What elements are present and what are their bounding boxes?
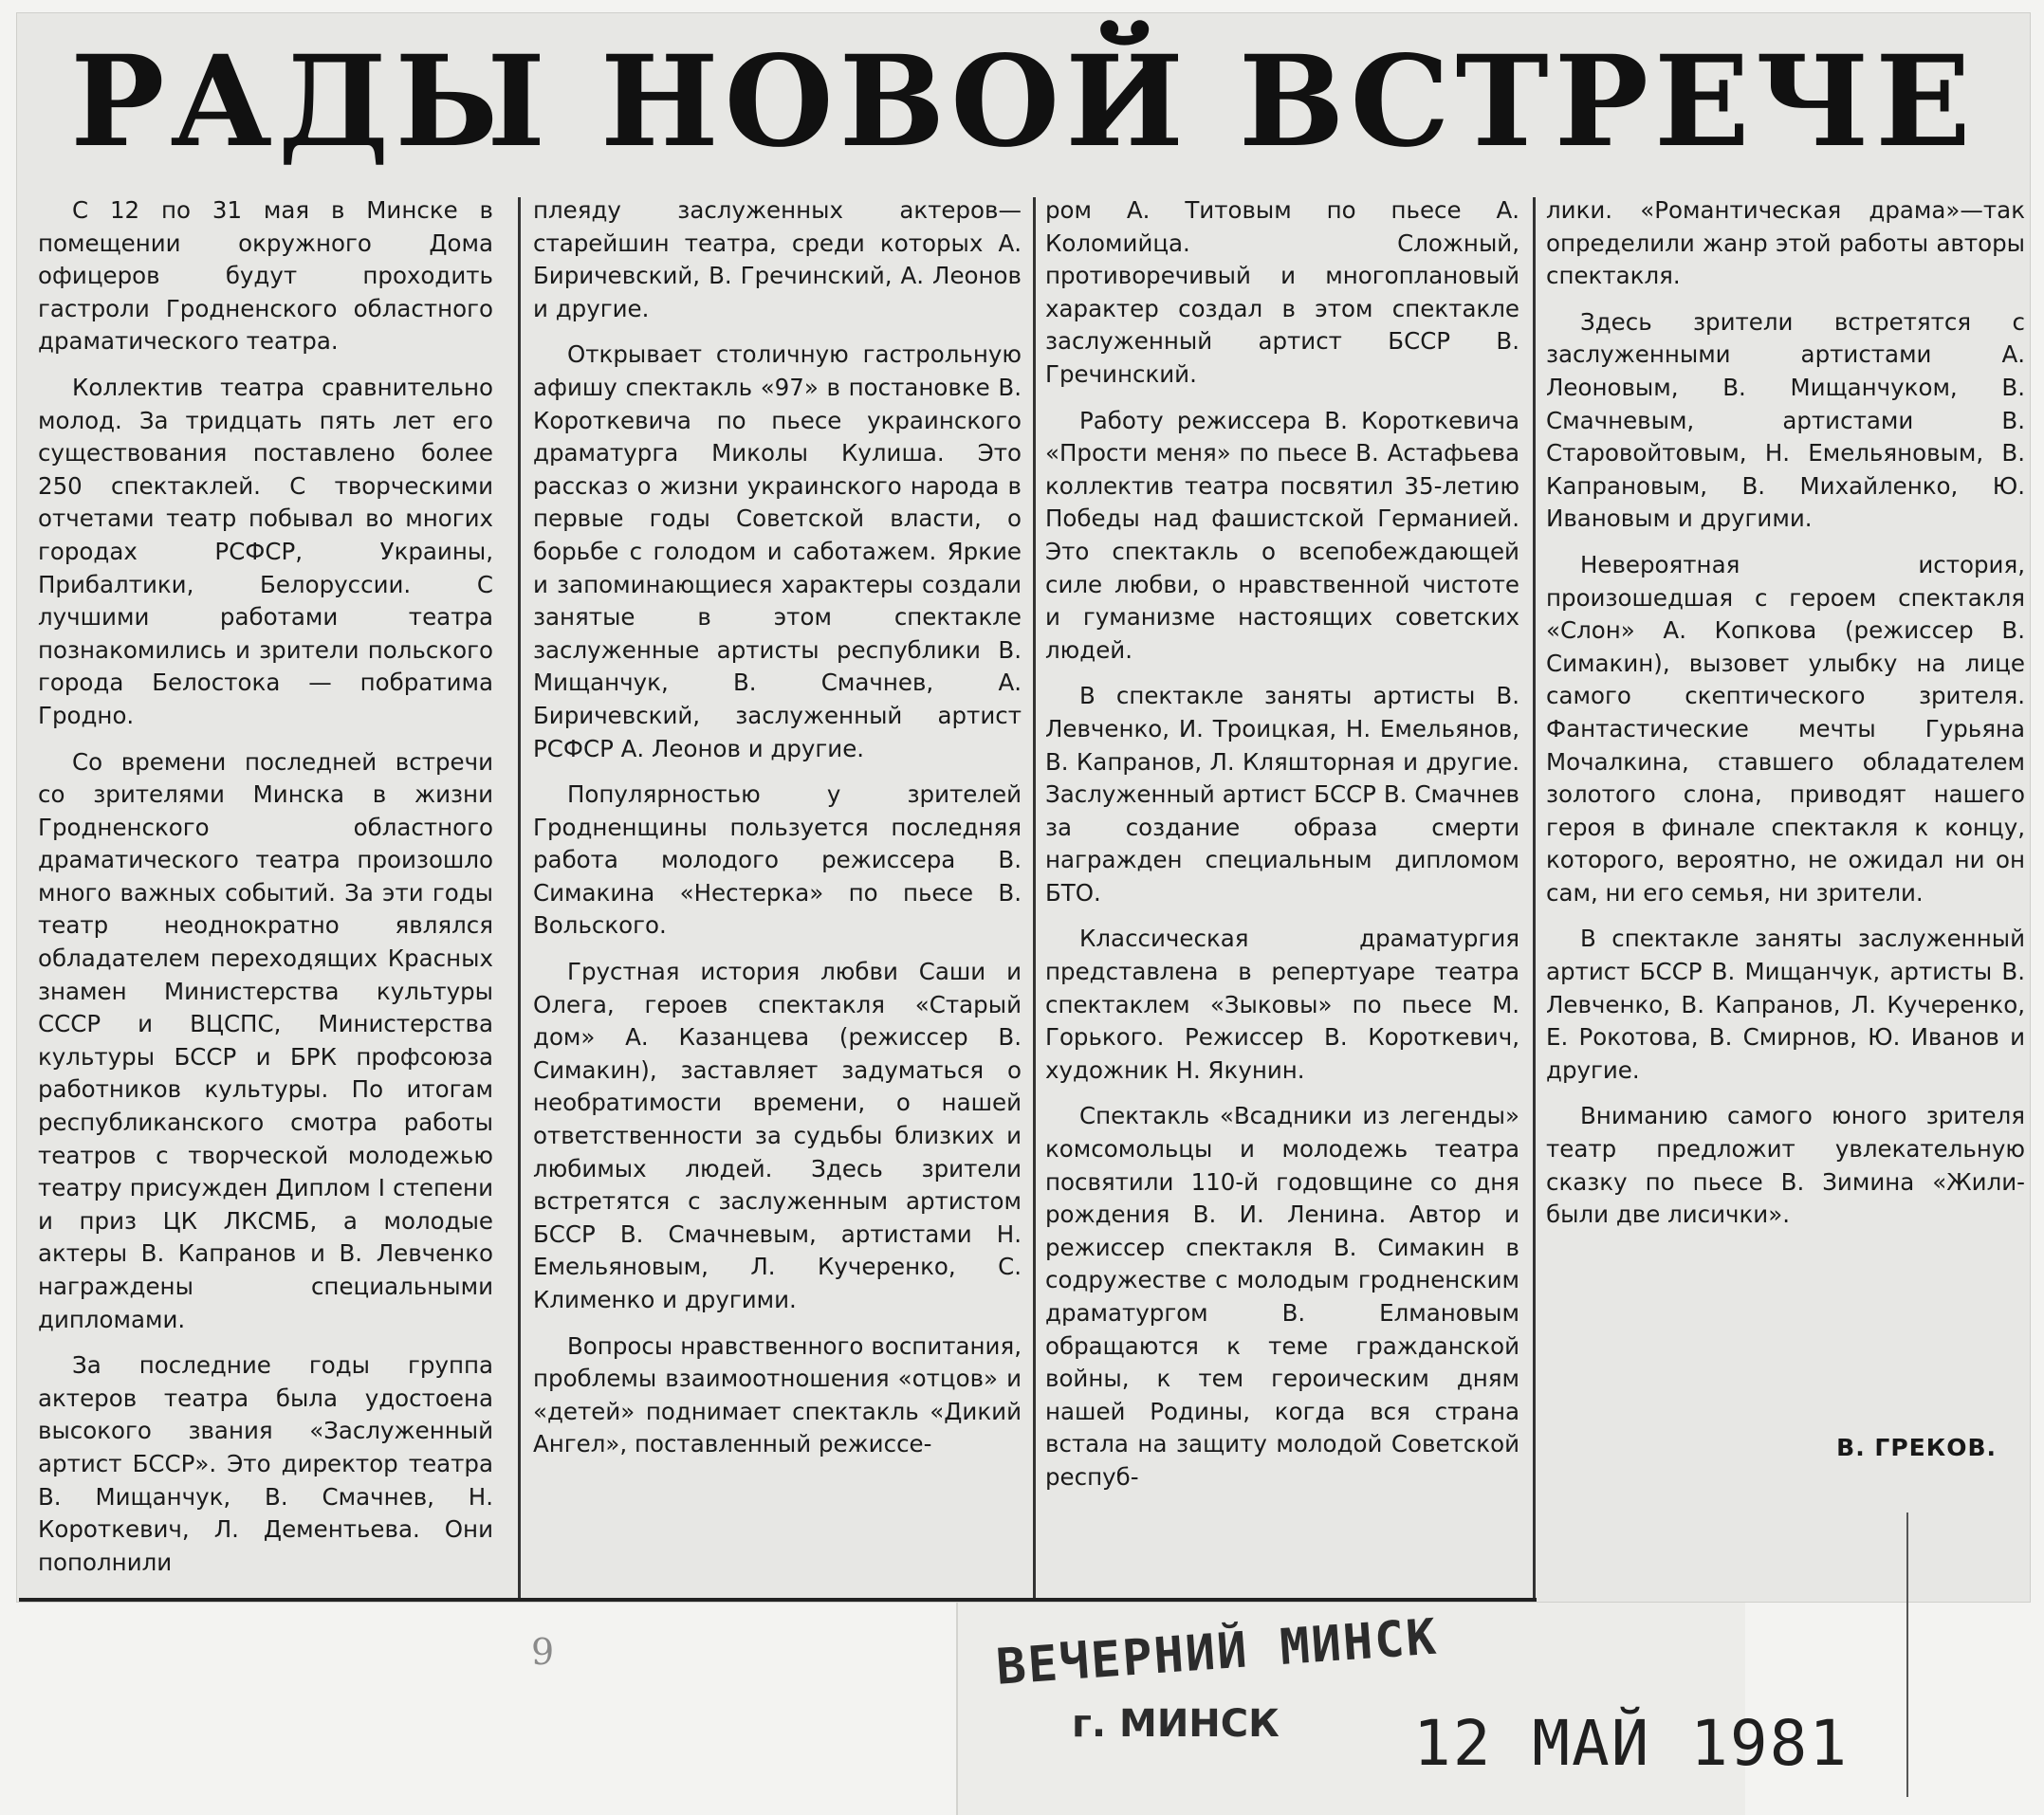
headline: РАДЫ НОВОЙ ВСТРЕЧЕ: [70, 28, 1977, 175]
bottom-divider: [19, 1598, 1537, 1602]
stamp-newspaper-name: ВЕЧЕРНИЙ МИНСК: [994, 1608, 1440, 1696]
margin-line: [1906, 1512, 1908, 1797]
article-paragraph: Открывает столичную гастрольную афишу спектакль «97» в постановке В. Короткевича по пьесе украинского драматурга Миколы Кулиша. Это рассказ о жизни украинского народа в первые годы Советской власти, о борьбе с голодом и саботажем. Яркие и запоминающиеся характеры создали занятые в этом спектакле заслуженные артисты республики В. Мищанчук, В. Смачнев, А. Биричевский, заслуженный артист РСФСР А. Леонов и другие.: [533, 340, 1022, 762]
article-author: В. ГРЕКОВ.: [1836, 1434, 1997, 1461]
article-paragraph: С 12 по 31 мая в Минске в помещении окружного Дома офицеров будут проходить гастроли Гродненского областного драматического театра.: [38, 196, 493, 356]
article-paragraph: ром А. Титовым по пьесе А. Коломийца. Сложный, противоречивый и многоплановый характер создал в этом спектакле заслуженный артист БССР В. Гречинский.: [1045, 196, 1519, 388]
article-paragraph: Классическая драматургия представлена в репертуаре театра спектаклем «Зыковы» по пьесе М. Горького. Режиссер В. Короткевич, художник Н. Якунин.: [1045, 925, 1519, 1084]
article-paragraph: За последние годы группа актеров театра была удостоена высокого звания «Заслуженный артист БССР». Это директор театра В. Мищанчук, В. Смачнев, Н. Короткевич, Л. Дементьева. Они пополнили: [38, 1351, 493, 1576]
article-column-3: [1045, 194, 1519, 1588]
stamp-city: г. МИНСК: [1072, 1702, 1280, 1746]
article-paragraph: В спектакле заняты заслуженный артист БССР В. Мищанчук, артисты В. Левченко, В. Капранов, Л. Кучеренко, Е. Рокотова, В. Смирнов, Ю. Иванов и другие.: [1546, 925, 2025, 1084]
article-paragraph: Вопросы нравственного воспитания, проблемы взаимоотношения «отцов» и «детей» поднимает спектакль «Дикий Ангел», поставленный режиссе-: [533, 1331, 1022, 1458]
column-divider: [1033, 197, 1036, 1601]
article-column-1: [38, 194, 493, 1588]
article-paragraph: Работу режиссера В. Короткевича «Прости меня» по пьесе В. Астафьева коллектив театра посвятил 35-летию Победы над фашистской Германией. Это спектакль о всепобеждающей силе любви, о нравственной чистоте и гуманизме настоящих советских людей.: [1045, 406, 1519, 664]
article-paragraph: Невероятная история, произошедшая с героем спектакля «Слон» А. Копкова (режиссер В. Симакин), вызовет улыбку на лице самого скептического зрителя. Фантастические мечты Гурьяна Мочалкина, ставшего обладателем золотого слона, приводят нашего героя в финале спектакля к концу, которого, вероятно, не ожидал ни он сам, ни его семья, ни зрители.: [1546, 550, 2025, 907]
article-paragraph: лики. «Романтическая драма»—так определили жанр этой работы авторы спектакля.: [1546, 196, 2025, 290]
article-paragraph: Со времени последней встречи со зрителями Минска в жизни Гродненского областного драматического театра произошло много важных событий. За эти годы театр неоднократно являлся обладателем переходящих Красных знамен Министерства культуры СССР и ВЦСПС, Министерства культуры БССР и БРК профсоюза работников культуры. По итогам республиканского смотра работы театров с творческой молодежью театру присужден Диплом I степени и приз ЦК ЛКСМБ, а молодые актеры В. Капранов и В. Левченко награждены специальными дипломами.: [38, 747, 493, 1333]
article-paragraph: Грустная история любви Саши и Олега, героев спектакля «Старый дом» А. Казанцева (режиссер В. Симакин), заставляет задуматься о необратимости времени, о нашей ответственности за судьбы близких и любимых людей. Здесь зрители встретятся с заслуженным артистом БССР В. Смачневым, артистами Н. Емельяновым, Л. Кучеренко, С. Клименко и другими.: [533, 958, 1022, 1313]
column-divider: [1533, 197, 1536, 1601]
article-paragraph: В спектакле заняты артисты В. Левченко, И. Троицкая, Н. Емельянов, В. Капранов, Л. Кляшторная и другие. Заслуженный артист БССР В. Смачнев за создание образа смерти награжден специальным дипломом БТО.: [1045, 682, 1519, 907]
article-column-2: [533, 194, 1022, 1588]
article-paragraph: Здесь зрители встретятся с заслуженными артистами А. Леоновым, В. Мищанчуком, В. Смачневым, артистами В. Старовойтовым, Н. Емельяновым, В. Капрановым, В. Михайленко, Ю. Ивановым и другими.: [1546, 307, 2025, 533]
article-paragraph: Коллектив театра сравнительно молод. За тридцать пять лет его существования поставлено более 250 спектаклей. С творческими отчетами театр побывал во многих городах РСФСР, Украины, Прибалтики, Белоруссии. С лучшими работами театра познакомились и зрители польского города Белостока — побратима Гродно.: [38, 373, 493, 729]
column-divider: [518, 197, 521, 1601]
stamp-date: 12 МАЙ 1981: [1413, 1707, 1850, 1780]
article-paragraph: плеяду заслуженных актеров—старейшин театра, среди которых А. Биричевский, В. Гречинский, А. Леонов и другие.: [533, 196, 1022, 322]
pencil-mark: 9: [531, 1631, 555, 1673]
article-column-4: [1546, 194, 2025, 1494]
article-paragraph: Спектакль «Всадники из легенды» комсомольцы и молодежь театра посвятили 110-й годовщине со дня рождения В. И. Ленина. Автор и режиссер спектакля В. Симакин в содружестве с молодым гродненским драматургом В. Елмановым обращаются к теме гражданской войны, к тем героическим дням нашей Родины, когда вся страна встала на защиту молодой Советской респуб-: [1045, 1102, 1519, 1491]
article-paragraph: Популярностью у зрителей Гродненщины пользуется последняя работа молодого режиссера В. Симакина «Нестерка» по пьесе В. Вольского.: [533, 780, 1022, 940]
article-paragraph: Вниманию самого юного зрителя театр предложит увлекательную сказку по пьесе В. Зимина «Жили-были две лисички».: [1546, 1102, 2025, 1229]
